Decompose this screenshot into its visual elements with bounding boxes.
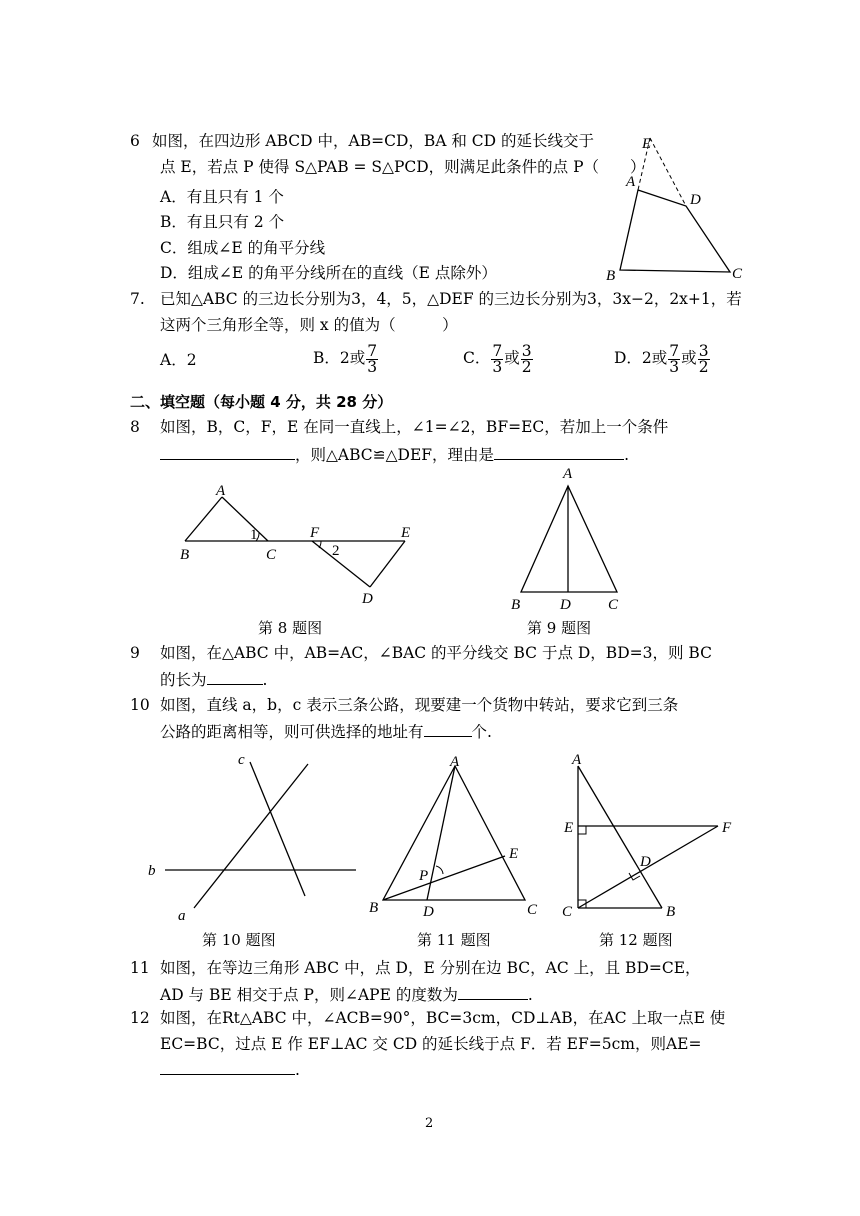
q8-line1: 如图，B，C，F，E 在同一直线上，∠1=∠2，BF=EC，若加上一个条件 (160, 418, 669, 436)
q11-label-p: P (419, 868, 429, 884)
q11-number: 11 (130, 959, 150, 977)
q12-caption: 第 12 题图 (599, 931, 673, 949)
q7-line1: 已知△ABC 的三边长分别为3，4，5，△DEF 的三边长分别为3，3x−2，2x+1，若 (160, 290, 742, 308)
q12-label-d: D (640, 854, 651, 870)
fraction-7-3: $\frac{7}{3}$ (367, 341, 378, 376)
q10-figure (140, 748, 370, 928)
q12-line3: . (160, 1058, 300, 1080)
q6-label-b: B (606, 268, 616, 284)
q8-label-e: E (401, 525, 411, 541)
q12-label-e: E (564, 820, 574, 836)
q12-label-c: C (562, 904, 573, 920)
q8-label-angle2: 2 (332, 543, 340, 559)
q6-option-c: C．组成∠E 的角平分线 (160, 239, 326, 257)
q6-label-a: A (626, 174, 636, 190)
q6-figure (600, 128, 760, 288)
q8-label-b: B (180, 547, 190, 563)
q6-option-d: D．组成∠E 的角平分线所在的直线（E 点除外） (160, 264, 497, 282)
q10-label-a: a (178, 908, 186, 924)
q6-option-b: B．有且只有 2 个 (160, 213, 285, 231)
q9-blank[interactable] (207, 668, 263, 685)
q7-option-a: A．2 (160, 351, 197, 369)
q10-line1: 如图，直线 a，b，c 表示三条公路，现要建一个货物中转站，要求它到三条 (160, 696, 679, 714)
q12-line1: 如图，在Rt△ABC 中，∠ACB=90°，BC=3cm，CD⊥AB，在AC 上取一点E 使 (160, 1009, 726, 1027)
q11-line1: 如图，在等边三角形 ABC 中，点 D，E 分别在边 BC，AC 上，且 BD=CE， (160, 959, 701, 977)
q11-label-c: C (527, 902, 538, 918)
q6-line2: 点 E，若点 P 使得 S△PAB = S△PCD，则满足此条件的点 P（ ） (160, 158, 646, 176)
q11-label-e: E (509, 846, 519, 862)
section-title-fill-in: 二、填空题（每小题 4 分，共 28 分） (130, 393, 393, 411)
q8-label-angle1: 1 (250, 527, 258, 543)
q11-blank[interactable] (458, 983, 528, 1000)
q6-label-d: D (690, 192, 701, 208)
q7-line2: 这两个三角形全等，则 x 的值为（ ） (160, 316, 458, 334)
q12-number: 12 (130, 1009, 150, 1027)
q12-label-f: F (722, 820, 732, 836)
q8-label-f: F (310, 525, 320, 541)
q9-label-d: D (560, 597, 571, 613)
q9-line2: 的长为 . (160, 668, 267, 690)
q10-caption: 第 10 题图 (202, 931, 276, 949)
q6-label-c: C (732, 266, 743, 282)
q8-number: 8 (130, 418, 140, 436)
q11-label-b: B (369, 900, 379, 916)
q11-caption: 第 11 题图 (417, 931, 491, 949)
q11-label-a: A (450, 754, 460, 770)
q9-line1: 如图，在△ABC 中，AB=AC，∠BAC 的平分线交 BC 于点 D，BD=3，则 BC (160, 644, 712, 662)
q7-option-c: C． $\frac{7}{3}$ 或 $\frac{3}{2}$ (463, 341, 532, 376)
q8-label-c: C (266, 547, 277, 563)
q6-number: 6 (130, 132, 140, 150)
q10-blank[interactable] (424, 720, 472, 737)
q9-caption: 第 9 题图 (527, 619, 592, 637)
q11-figure (365, 750, 555, 925)
q12-blank[interactable] (160, 1058, 295, 1075)
q10-label-c: c (238, 752, 245, 768)
q8-label-a: A (216, 483, 226, 499)
q8-label-d: D (362, 591, 373, 607)
q8-blank-condition[interactable] (160, 443, 295, 460)
q9-figure (505, 462, 635, 614)
q6-label-e: E (642, 136, 652, 152)
q8-figure (170, 475, 430, 610)
q9-label-a: A (563, 466, 573, 482)
q11-label-d: D (423, 904, 434, 920)
q6-line1: 如图，在四边形 ABCD 中，AB=CD，BA 和 CD 的延长线交于 (152, 132, 595, 150)
q11-line2: AD 与 BE 相交于点 P，则∠APE 的度数为 . (160, 983, 533, 1005)
q9-label-c: C (608, 597, 619, 613)
q10-number: 10 (130, 696, 150, 714)
q12-line2: EC=BC，过点 E 作 EF⊥AC 交 CD 的延长线于点 F．若 EF=5cm，则AE= (160, 1035, 702, 1053)
q10-line2: 公路的距离相等，则可供选择的地址有 个. (160, 720, 492, 742)
q12-figure (558, 750, 748, 925)
q8-caption: 第 8 题图 (258, 619, 323, 637)
q8-line2: ，则△ABC≌△DEF，理由是 . (160, 443, 629, 465)
q10-label-b: b (148, 863, 156, 879)
q12-label-a: A (572, 752, 582, 768)
page-number: 2 (425, 1116, 434, 1131)
q6-option-a: A．有且只有 1 个 (160, 188, 284, 206)
q8-blank-reason[interactable] (494, 443, 624, 460)
q9-label-b: B (511, 597, 521, 613)
q7-number: 7. (130, 290, 145, 308)
q12-label-b: B (666, 904, 676, 920)
q7-option-b: B．2或 $\frac{7}{3}$ (313, 341, 378, 376)
q9-number: 9 (130, 644, 140, 662)
q7-option-d: D．2或 $\frac{7}{3}$ 或 $\frac{3}{2}$ (614, 341, 709, 376)
